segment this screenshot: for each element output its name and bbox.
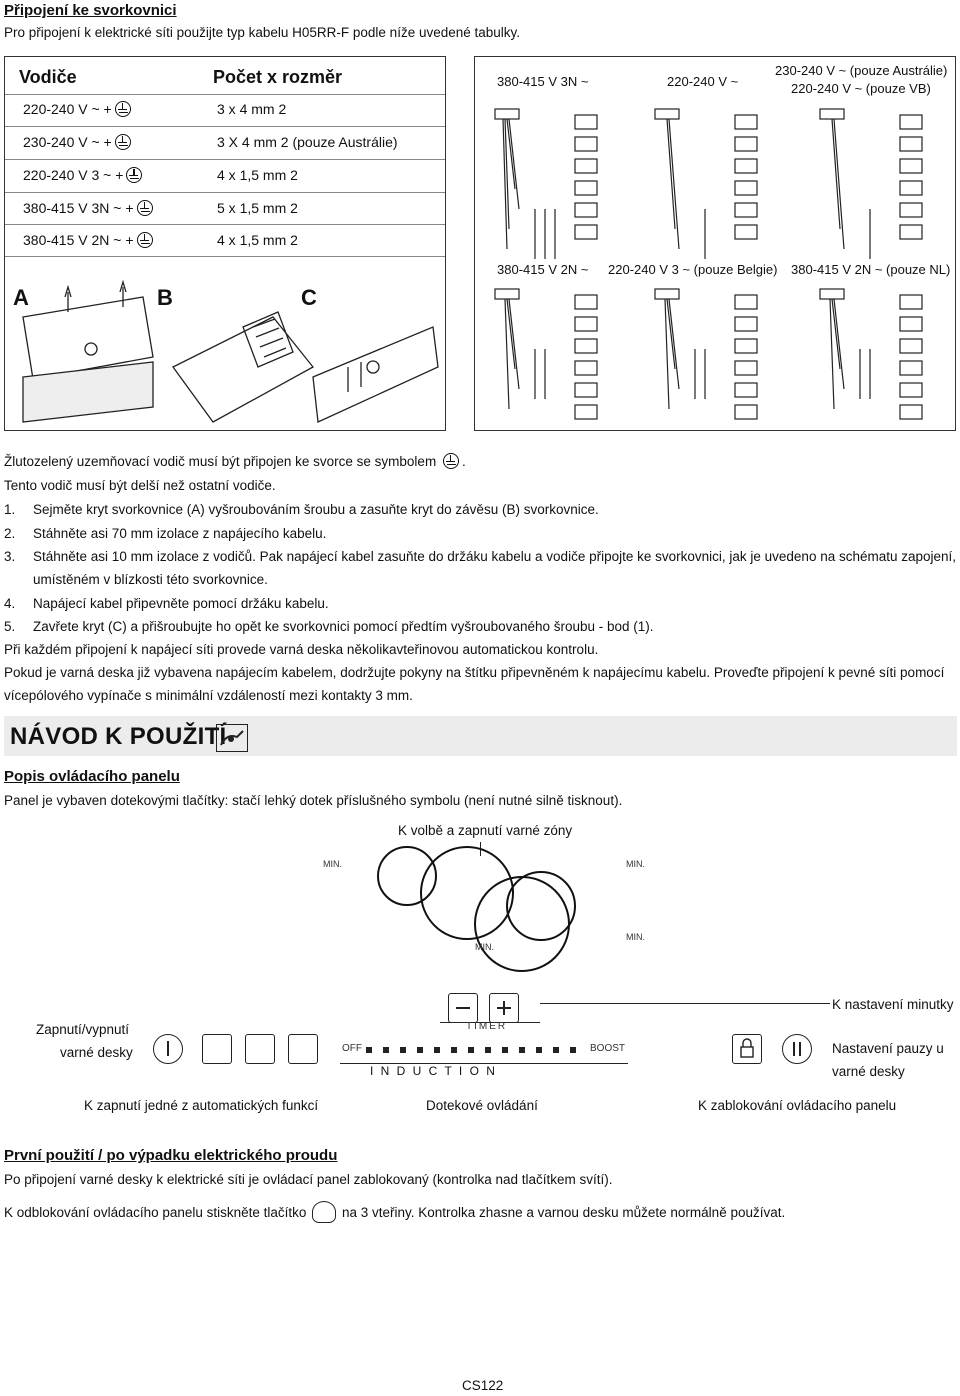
off-label: OFF — [342, 1043, 362, 1054]
ground-note: Žlutozelený uzemňovací vodič musí být připojen ke svorce se symbolem . — [4, 454, 466, 469]
auto-function-icon-3[interactable] — [288, 1034, 318, 1064]
wiring-label-1: 380-415 V 3N ~ — [497, 74, 589, 89]
table-cell: 3 x 4 mm 2 — [217, 101, 287, 117]
step-number: 3. — [4, 549, 16, 564]
table-row: 230-240 V ~ + — [23, 134, 134, 150]
longer-wire-note: Tento vodič musí být delší než ostatní vodiče. — [4, 478, 276, 493]
min-label: MIN. — [626, 859, 645, 869]
timer-callout-label: K nastavení minutky — [832, 997, 954, 1012]
touch-control-label: Dotekové ovládání — [426, 1098, 538, 1113]
boost-label: BOOST — [590, 1043, 626, 1054]
section-title-connection: Připojení ke svorkovnici — [4, 2, 177, 19]
power-slider[interactable] — [366, 1047, 586, 1053]
zone-select-label: K volbě a zapnutí varné zóny — [398, 823, 573, 838]
usage-title: NÁVOD K POUŽITÍ — [10, 723, 227, 750]
table-row: 220-240 V ~ + — [23, 101, 134, 117]
ground-icon — [126, 167, 142, 183]
wiring-label-5: 220-240 V 3 ~ (pouze Belgie) — [608, 262, 778, 277]
wiring-label-4: 380-415 V 2N ~ — [497, 262, 589, 277]
unlock-text: K odblokování ovládacího panelu stiskněte tlačítko na 3 vteřiny. Kontrolka zhasne a varnou desku můžete normálně používat. — [4, 1201, 785, 1223]
ground-icon — [115, 101, 131, 117]
pause-button[interactable] — [782, 1034, 812, 1064]
figure-label-a: A — [13, 285, 29, 310]
step-number: 4. — [4, 596, 16, 611]
auto-function-icon-1[interactable] — [202, 1034, 232, 1064]
cable-note-cont: vícepólového vypínače s minimální vzdáleností mezi kontakty 3 mm. — [4, 688, 413, 703]
min-label: MIN. — [323, 859, 342, 869]
step-text-cont: umístěném v blízkosti této svorkovnice. — [33, 572, 268, 587]
table-cell: 4 x 1,5 mm 2 — [217, 232, 298, 248]
wiring-schematics — [475, 57, 955, 429]
pause-callout-label: Nastavení pauzy u — [832, 1041, 944, 1056]
power-callout-label-2: varné desky — [60, 1045, 133, 1060]
timer-minus-button[interactable] — [448, 993, 478, 1023]
step-number: 5. — [4, 619, 16, 634]
step-text: Sejměte kryt svorkovnice (A) vyšroubováním šroubu a zasuňte kryt do závěsu (B) svorkovnice. — [33, 502, 599, 517]
figure-label-c: C — [301, 285, 317, 310]
power-button[interactable] — [153, 1034, 183, 1064]
cable-note: Pokud je varná deska již vybavena napájecím kabelem, dodržujte pokyny na štítku připevněném k napájecímu kabelu. Proveďte připojení k pevné síti pomocí — [4, 665, 945, 680]
wiring-label-3b: 220-240 V ~ (pouze VB) — [791, 81, 931, 96]
figure-label-b: B — [157, 285, 173, 310]
cooking-zone-bottom — [474, 876, 570, 972]
cable-table-box — [4, 56, 446, 431]
timer-plus-button[interactable] — [489, 993, 519, 1023]
table-row: 220-240 V 3 ~ + — [23, 167, 145, 183]
step-text: Stáhněte asi 10 mm izolace z vodičů. Pak napájecí kabel zasuňte do držáku kabelu a vodiče připojte ke svorkovnici, jak je uvedeno na schématu zapojení, — [33, 549, 957, 564]
table-cell: 4 x 1,5 mm 2 — [217, 167, 298, 183]
induction-label: I N D U C T I O N — [370, 1064, 497, 1078]
terminal-cover-illustration — [13, 257, 441, 429]
power-callout-label: Zapnutí/vypnutí — [36, 1022, 130, 1037]
first-use-text: Po připojení varné desky k elektrické síti je ovládací panel zablokovaný (kontrolka nad tlačítkem svítí). — [4, 1172, 613, 1187]
lock-button[interactable] — [732, 1034, 762, 1064]
table-cell: 3 X 4 mm 2 (pouze Austrálie) — [217, 134, 398, 150]
auto-function-icon-2[interactable] — [245, 1034, 275, 1064]
lock-callout-label: K zablokování ovládacího panelu — [698, 1098, 897, 1113]
wiring-label-2: 220-240 V ~ — [667, 74, 739, 89]
step-text: Zavřete kryt (C) a přišroubujte ho opět ke svorkovnici pomocí předtím vyšroubovaného šroubu - bod (1). — [33, 619, 654, 634]
timer-label: TIMER — [466, 1021, 508, 1032]
ground-icon — [443, 453, 459, 469]
table-header-conductors: Vodiče — [19, 67, 77, 87]
ground-icon — [137, 232, 153, 248]
auto-check-note: Při každém připojení k napájecí síti provede varná deska několikavteřinovou automatickou kontrolu. — [4, 642, 599, 657]
step-text: Napájecí kabel připevněte pomocí držáku kabelu. — [33, 596, 329, 611]
table-header-size: Počet x rozměr — [213, 67, 343, 87]
table-row: 380-415 V 3N ~ + — [23, 200, 156, 216]
min-label: MIN. — [475, 942, 494, 952]
table-cell: 5 x 1,5 mm 2 — [217, 200, 298, 216]
panel-description: Panel je vybaven dotekovými tlačítky: stačí lehký dotek příslušného symbolu (není nutné silně tisknout). — [4, 793, 623, 808]
wiring-label-6: 380-415 V 2N ~ (pouze NL) — [791, 262, 951, 277]
panel-section-title: Popis ovládacího panelu — [4, 768, 180, 785]
first-use-title: První použití / po výpadku elektrického proudu — [4, 1147, 338, 1164]
ground-icon — [115, 134, 131, 150]
ground-icon — [137, 200, 153, 216]
auto-function-label: K zapnutí jedné z automatických funkcí — [84, 1098, 319, 1113]
step-number: 1. — [4, 502, 16, 517]
step-number: 2. — [4, 526, 16, 541]
min-label: MIN. — [626, 932, 645, 942]
table-row: 380-415 V 2N ~ + — [23, 232, 156, 248]
hand-touch-icon — [216, 724, 248, 752]
pause-callout-label-2: varné desky — [832, 1064, 905, 1079]
connection-intro: Pro připojení k elektrické síti použijte typ kabelu H05RR-F podle níže uvedené tabulky. — [4, 25, 521, 40]
lock-icon — [312, 1201, 336, 1223]
page-number: CS122 — [462, 1378, 504, 1393]
wiring-label-3a: 230-240 V ~ (pouze Austrálie) — [775, 63, 948, 78]
step-text: Stáhněte asi 70 mm izolace z napájecího kabelu. — [33, 526, 327, 541]
wiring-diagrams-box — [474, 56, 956, 431]
cooking-zone-left — [377, 846, 437, 906]
